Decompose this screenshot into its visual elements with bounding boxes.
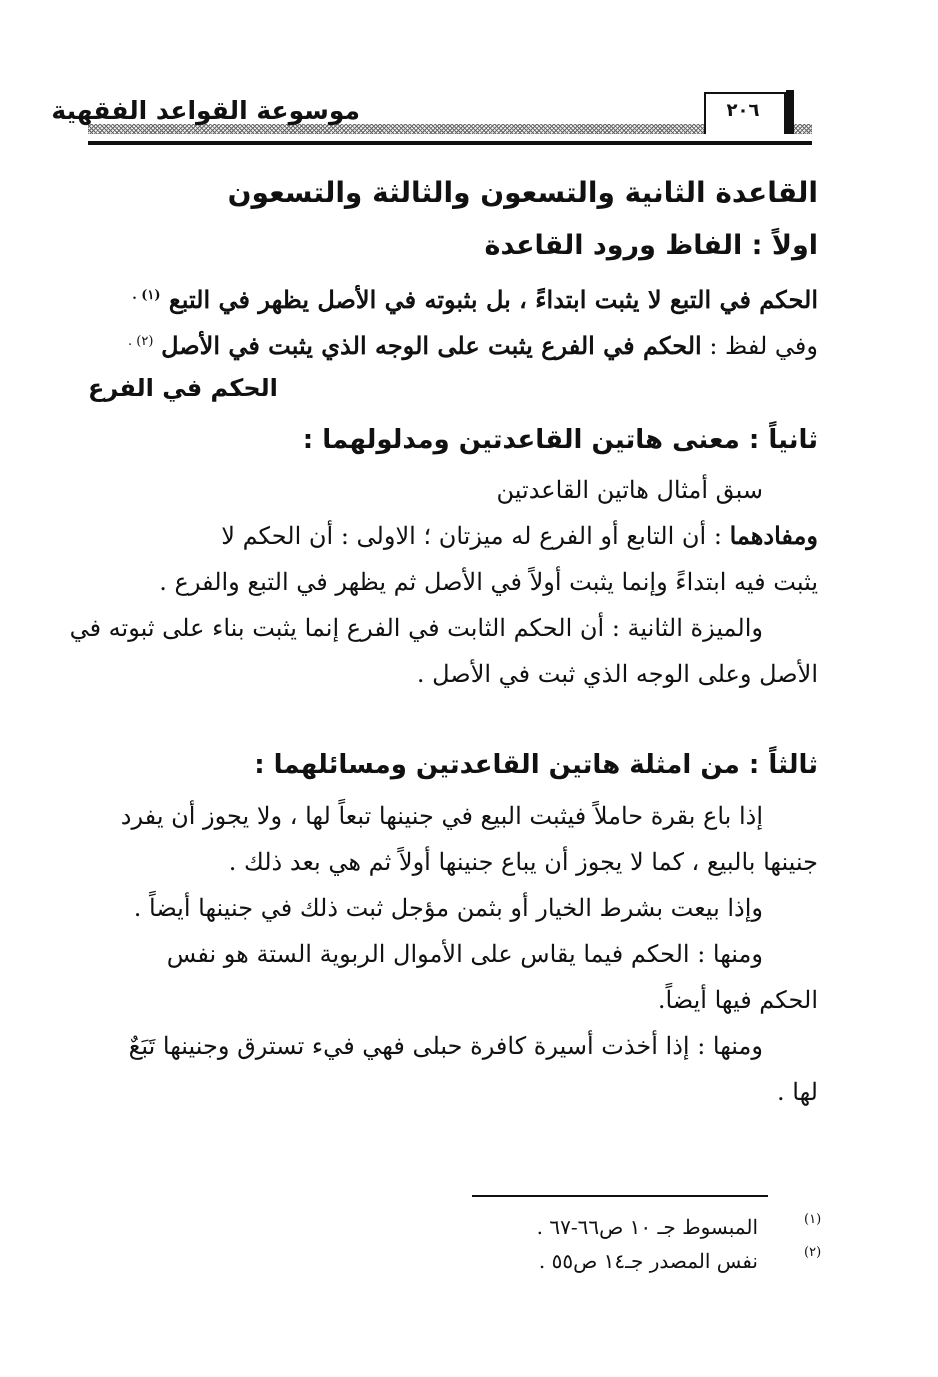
paragraph-line: وإذا بيعت بشرط الخيار أو بثمن مؤجل ثبت ذلك في جنينها أيضاً . [133,894,763,922]
paragraph-line: والميزة الثانية : أن الحكم الثابت في الفرع إنما يثبت بناء على ثبوته في [69,614,763,642]
footnote-number: (٢) [804,1245,822,1260]
paragraph-label: ومفادهما [729,521,818,550]
footnote-text: المبسوط جـ ١٠ ص٦٦-٦٧ . [536,1215,758,1239]
section-heading-3: ثالثاً : من امثلة هاتين القاعدتين ومسائلهما : [254,750,818,780]
header-rule [88,141,812,145]
paragraph-line: ومنها : إذا أخذت أسيرة كافرة حبلى فهي فيء تسترق وجنينها تَبَعٌ [128,1032,763,1060]
footnote-ref-1: (١) . [132,288,161,303]
paragraph-line: الحكم فيها أيضاً. [657,986,818,1014]
paragraph-line: جنينها بالبيع ، كما لا يجوز أن يباع جنينها أولاً ثم هي بعد ذلك . [228,848,818,876]
page-number: ٢٠٦ [726,100,760,121]
paragraph-line [221,520,818,552]
footnote-ref-2: (٢) . [128,334,154,349]
paragraph-line: الأصل وعلى الوجه الذي ثبت في الأصل . [416,660,818,688]
rule-statement-1 [132,280,818,316]
footnote-separator [472,1195,768,1197]
rule-statement-2 [128,326,818,362]
paragraph-line: إذا باع بقرة حاملاً فيثبت البيع في جنينها تبعاً لها ، ولا يجوز أن يفرد [120,802,763,830]
footnote-text: نفس المصدر جـ١٤ ص٥٥ . [538,1249,758,1273]
paragraph-line: لها . [777,1078,818,1106]
section-heading-1: اولاً : الفاظ ورود القاعدة [484,230,818,261]
rule-prefix-2: وفي لفظ : [709,332,818,360]
footnote-number: (١) [804,1212,822,1227]
section-heading-2: ثانياً : معنى هاتين القاعدتين ومدلولهما : [302,425,818,455]
paragraph-line: يثبت فيه ابتداءً وإنما يثبت أولاً في الأصل ثم يظهر في التبع والفرع . [159,568,818,596]
page-number-box-shadow [786,90,794,134]
book-title: موسوعة القواعد الفقهية [51,96,360,125]
page-title: القاعدة الثانية والتسعون والثالثة والتسعون [227,176,818,209]
paragraph-line: ومنها : الحكم فيما يقاس على الأموال الربوية الستة هو نفس [166,940,763,968]
rule-text-1: الحكم في التبع لا يثبت ابتداءً ، بل بثبوته في الأصل يظهر في التبع [168,285,818,314]
paragraph-line: سبق أمثال هاتين القاعدتين [496,476,763,504]
rule-statement-2-continuation: الحكم في الفرع [88,374,278,402]
rule-text-2: الحكم في الفرع يثبت على الوجه الذي يثبت في الأصل [161,331,702,360]
paragraph-text: : أن التابع أو الفرع له ميزتان ؛ الاولى : أن الحكم لا [221,522,722,550]
